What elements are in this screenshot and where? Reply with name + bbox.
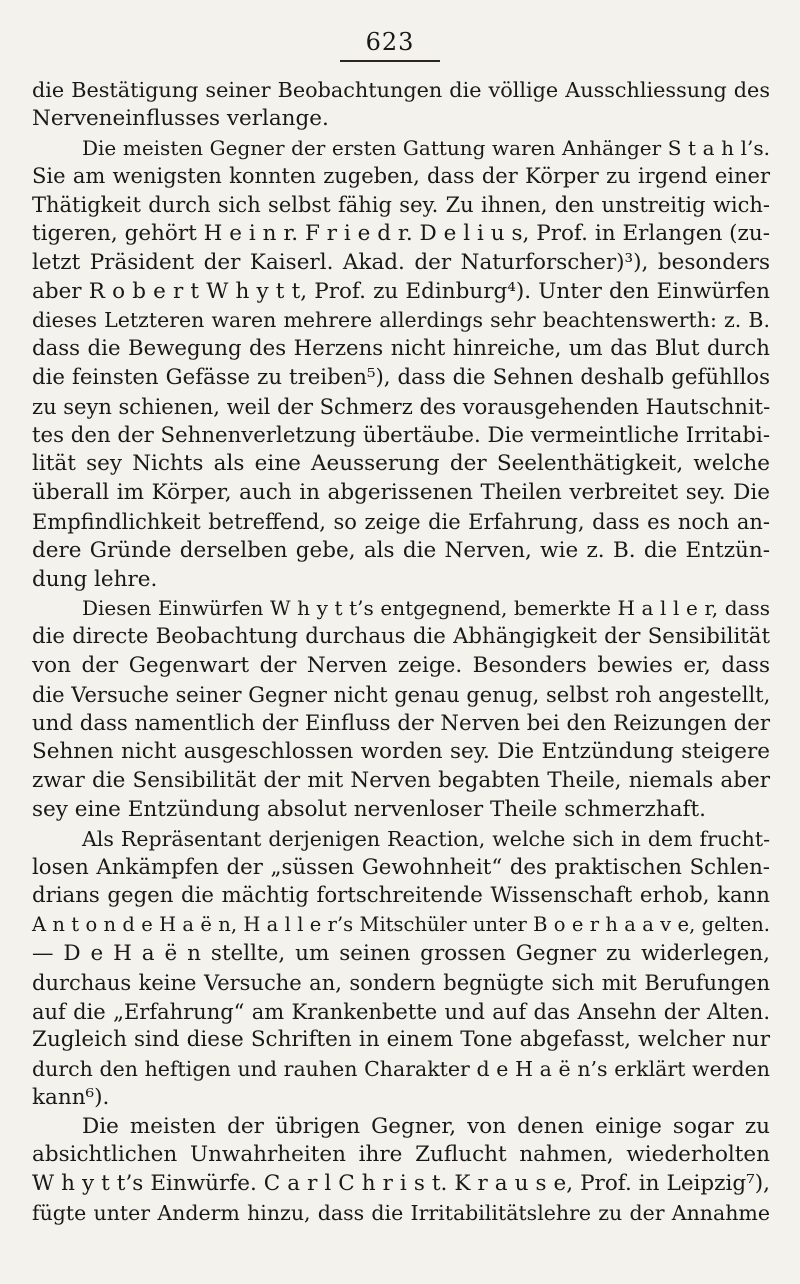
text-line: tes den der Sehnenverletzung übertäube. Die vermeintliche Irritabi- <box>32 422 770 448</box>
text-line: — D e H a ë n stellte, um seinen grossen Gegner zu widerlegen, <box>32 940 770 966</box>
text-line: drians gegen die mächtig fortschreitende Wissenschaft erhob, kann <box>32 883 770 909</box>
text-line: zwar die Sensibilität der mit Nerven begabten Theile, niemals aber <box>32 768 770 794</box>
page-number-rule <box>340 60 440 62</box>
text-line: und dass namentlich der Einfluss der Nerven bei den Reizungen der <box>32 710 771 736</box>
text-line: durch den heftigen und rauhen Charakter d e H a ë n’s erklärt werden <box>32 1057 770 1082</box>
text-line: W h y t t’s Einwürfe. C a r l C h r i s t. K r a u s e, Prof. in Leipzig⁷), <box>32 1171 770 1197</box>
text-line: lität sey Nichts als eine Aeusserung der Seelenthätigkeit, welche <box>32 451 770 477</box>
text-line: Thätigkeit durch sich selbst fähig sey. Zu ihnen, den unstreitig wich- <box>32 193 770 218</box>
text-line: losen Ankämpfen der „süssen Gewohnheit“ des praktischen Schlen- <box>32 854 770 880</box>
text-line: sey eine Entzündung absolut nervenloser Theile schmerzhaft. <box>32 796 706 822</box>
text-line: Die meisten Gegner der ersten Gattung waren Anhänger S t a h l’s. <box>82 135 770 160</box>
text-line: die directe Beobachtung durchaus die Abhängigkeit der Sensibilität <box>32 624 770 650</box>
text-line: von der Gegenwart der Nerven zeige. Besonders bewies er, dass <box>32 652 770 678</box>
text-line: überall im Körper, auch in abgerissenen Theilen verbreitet sey. Die <box>32 480 770 506</box>
text-line: Sehnen nicht ausgeschlossen worden sey. Die Entzündung steigere <box>32 739 770 765</box>
text-line: aber R o b e r t W h y t t, Prof. zu Edinburg⁴). Unter den Einwürfen <box>32 278 770 304</box>
text-line: letzt Präsident der Kaiserl. Akad. der Naturforscher)³), besonders <box>32 249 770 275</box>
text-line: Zugleich sind diese Schriften in einem Tone abgefasst, welcher nur <box>32 1027 770 1053</box>
text-line: dieses Letzteren waren mehrere allerdings sehr beachtenswerth: z. B. <box>32 308 770 333</box>
body-text <box>32 76 770 1228</box>
page-number: 623 <box>365 28 415 56</box>
text-line: Sie am wenigsten konnten zugeben, dass der Körper zu irgend einer <box>32 164 770 189</box>
text-line: Nerveneinflusses verlange. <box>32 105 329 131</box>
text-line: tigeren, gehört H e i n r. F r i e d r. D e l i u s, Prof. in Erlangen (zu- <box>32 220 770 246</box>
text-line: dere Gründe derselben gebe, als die Nerven, wie z. B. die Entzün- <box>32 537 770 563</box>
text-line: Die meisten der übrigen Gegner, von denen einige sogar zu <box>82 1113 770 1139</box>
text-line: auf die „Erfahrung“ am Krankenbette und auf das Ansehn der Alten. <box>32 999 770 1024</box>
text-line: die feinsten Gefässe zu treiben⁵), dass die Sehnen deshalb gefühllos <box>32 364 770 390</box>
text-line: zu seyn schienen, weil der Schmerz des vorausgehenden Hautschnit- <box>32 394 771 419</box>
text-line: fügte unter Anderm hinzu, dass die Irritabilitätslehre zu der Annahme <box>32 1201 770 1226</box>
text-line: die Versuche seiner Gegner nicht genau genug, selbst roh angestellt, <box>32 682 771 707</box>
text-line: dung lehre. <box>32 566 158 592</box>
text-line: Diesen Einwürfen W h y t t’s entgegnend, bemerkte H a l l e r, dass <box>82 596 770 621</box>
text-line: kann⁶). <box>32 1084 110 1110</box>
text-line: dass die Bewegung des Herzens nicht hinreiche, um das Blut durch <box>32 336 770 362</box>
text-line: Als Repräsentant derjenigen Reaction, welche sich in dem frucht- <box>82 826 770 851</box>
text-line: durchaus keine Versuche an, sondern begnügte sich mit Berufungen <box>32 970 770 995</box>
text-line: die Bestätigung seiner Beobachtungen die völlige Ausschliessung des <box>32 78 770 102</box>
text-line: absichtlichen Unwahrheiten ihre Zuflucht nahmen, wiederholten <box>32 1142 770 1168</box>
text-line: A n t o n d e H a ë n, H a l l e r’s Mitschüler unter B o e r h a a v e, gelten. <box>32 913 770 937</box>
text-line: Empfindlichkeit betreffend, so zeige die Erfahrung, dass es noch an- <box>32 509 770 534</box>
